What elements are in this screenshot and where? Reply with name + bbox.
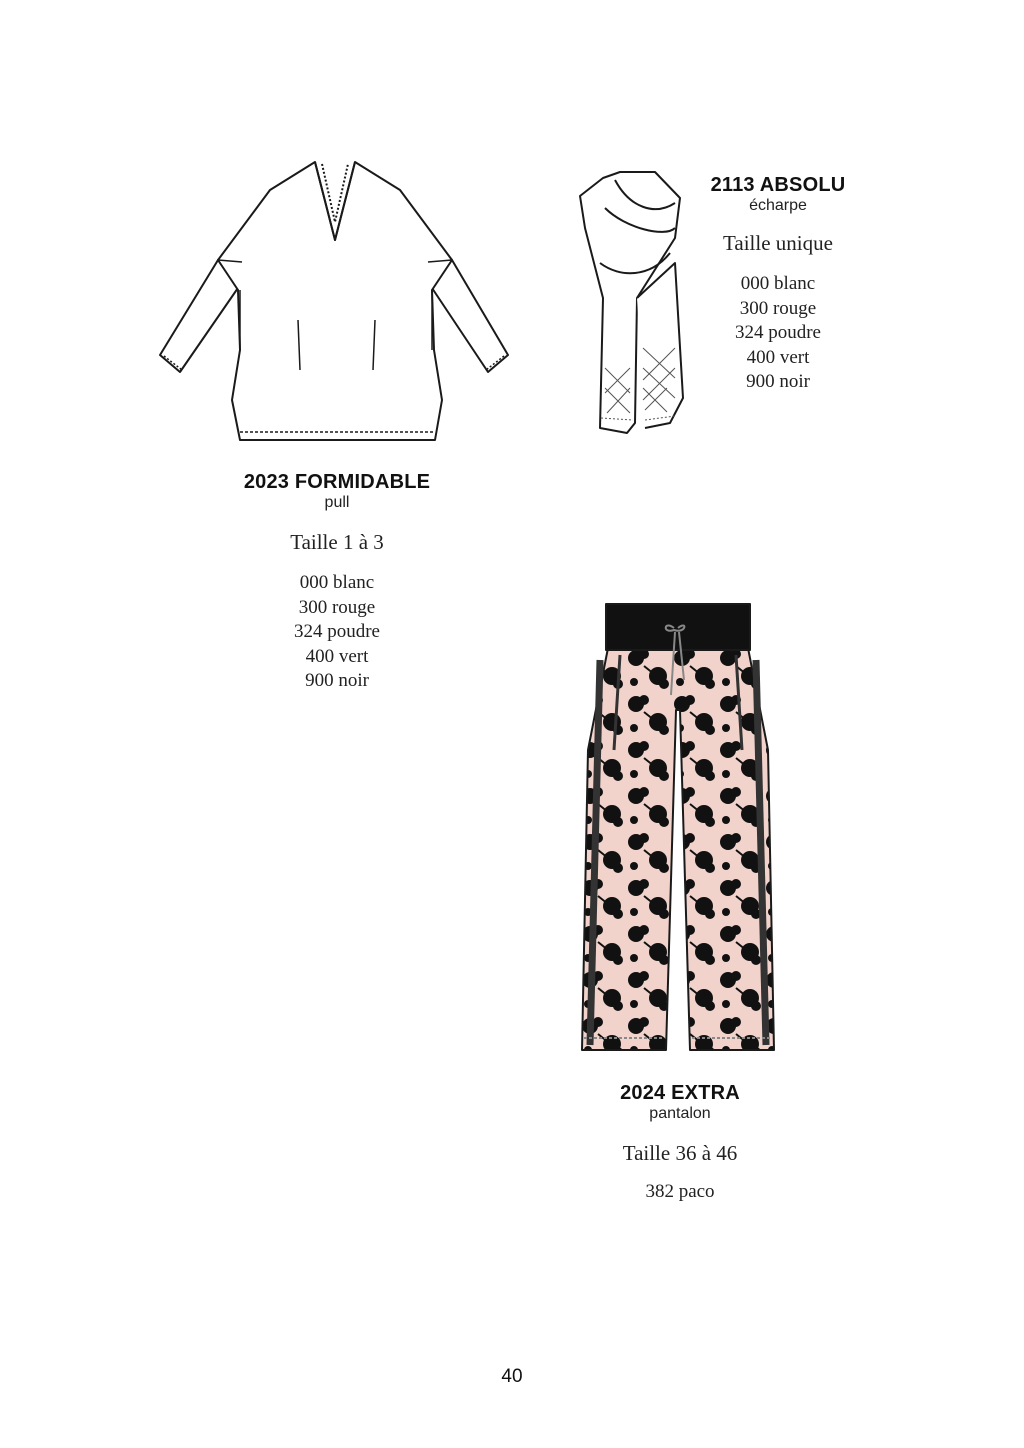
- product-size: Taille 1 à 3: [290, 530, 384, 554]
- product-extra: [580, 1082, 780, 1205]
- color-item: 000 blanc: [299, 572, 375, 593]
- color-item: 400 vert: [305, 645, 369, 667]
- color-item: 400 vert: [746, 346, 810, 368]
- trousers-sketch-icon: [578, 600, 778, 1060]
- product-size: Taille 36 à 46: [622, 1141, 738, 1165]
- color-item: 900 noir: [746, 371, 810, 392]
- product-title: 2023 FORMIDABLE: [243, 471, 431, 493]
- color-item: 000 blanc: [740, 273, 816, 294]
- color-item: 382 paco: [645, 1181, 715, 1202]
- scarf-sketch-icon: [575, 168, 690, 436]
- product-title: 2113 ABSOLU: [710, 174, 846, 196]
- color-item: 324 poudre: [734, 322, 821, 343]
- color-list: [678, 272, 878, 395]
- product-absolu: [678, 174, 878, 395]
- color-list: [580, 1180, 780, 1205]
- page-number: 40: [501, 1366, 523, 1387]
- product-type: écharpe: [749, 197, 807, 214]
- product-type: pull: [324, 494, 350, 511]
- color-list: [187, 571, 487, 694]
- product-title: 2024 EXTRA: [620, 1082, 740, 1104]
- color-item: 300 rouge: [739, 297, 817, 319]
- product-type: pantalon: [649, 1105, 711, 1122]
- color-item: 324 poudre: [293, 621, 380, 642]
- product-size: Taille unique: [723, 231, 833, 255]
- sweater-sketch-icon: [150, 150, 520, 450]
- product-formidable: [187, 471, 487, 694]
- color-item: 900 noir: [305, 670, 369, 691]
- color-item: 300 rouge: [298, 596, 376, 618]
